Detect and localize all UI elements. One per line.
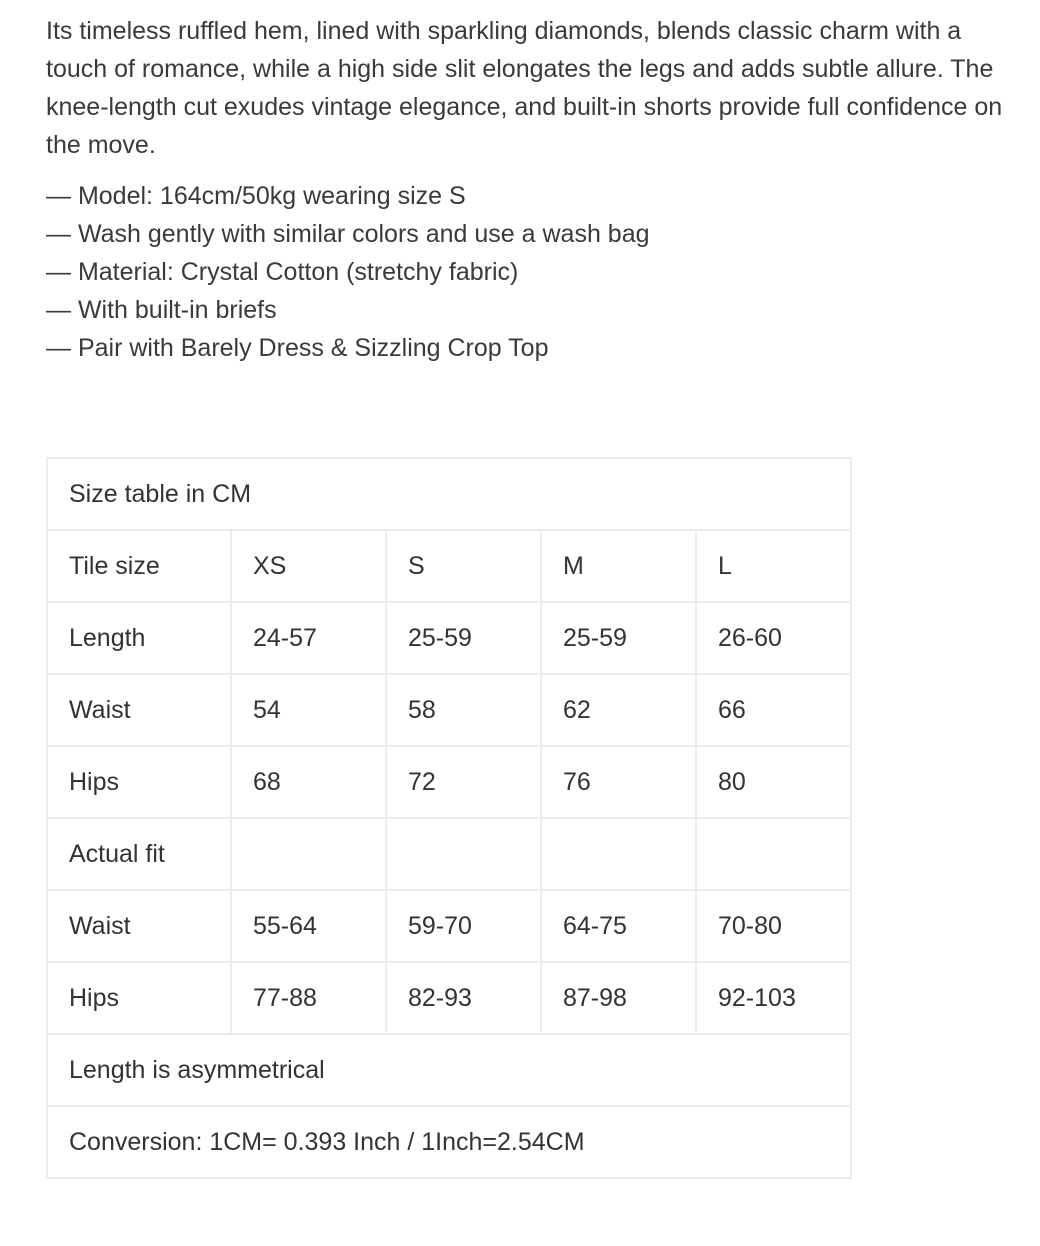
table-row xyxy=(47,962,851,1034)
table-cell: 77-88 xyxy=(231,962,386,1034)
table-row xyxy=(47,674,851,746)
table-cell: Actual fit xyxy=(47,818,231,890)
size-table xyxy=(46,457,852,1179)
table-cell: 80 xyxy=(696,746,851,818)
table-cell: 66 xyxy=(696,674,851,746)
table-cell: Waist xyxy=(47,674,231,746)
table-row xyxy=(47,1106,851,1178)
table-cell xyxy=(541,818,696,890)
table-row xyxy=(47,1034,851,1106)
length-note: Length is asymmetrical xyxy=(47,1034,851,1106)
table-cell: 25-59 xyxy=(386,602,541,674)
size-header-row xyxy=(47,530,851,602)
table-cell: 87-98 xyxy=(541,962,696,1034)
table-row xyxy=(47,746,851,818)
table-cell: 70-80 xyxy=(696,890,851,962)
table-cell: Waist xyxy=(47,890,231,962)
table-cell: XS xyxy=(231,530,386,602)
table-cell xyxy=(696,818,851,890)
table-cell: L xyxy=(696,530,851,602)
table-row xyxy=(47,458,851,530)
table-cell: M xyxy=(541,530,696,602)
actual-fit-row xyxy=(47,818,851,890)
table-row xyxy=(47,890,851,962)
table-cell: 92-103 xyxy=(696,962,851,1034)
table-cell xyxy=(386,818,541,890)
table-cell: 59-70 xyxy=(386,890,541,962)
table-cell: 25-59 xyxy=(541,602,696,674)
detail-pair-with: — Pair with Barely Dress & Sizzling Crop Top xyxy=(46,334,549,362)
table-cell: Hips xyxy=(47,746,231,818)
table-cell: 62 xyxy=(541,674,696,746)
table-cell: 76 xyxy=(541,746,696,818)
detail-material: — Material: Crystal Cotton (stretchy fabric) xyxy=(46,258,519,286)
table-cell: 24-57 xyxy=(231,602,386,674)
table-cell: 54 xyxy=(231,674,386,746)
detail-model: — Model: 164cm/50kg wearing size S xyxy=(46,182,466,210)
table-cell: 72 xyxy=(386,746,541,818)
table-cell: S xyxy=(386,530,541,602)
table-cell: 58 xyxy=(386,674,541,746)
table-cell: 68 xyxy=(231,746,386,818)
table-cell: 64-75 xyxy=(541,890,696,962)
table-cell: Tile size xyxy=(47,530,231,602)
detail-briefs: — With built-in briefs xyxy=(46,296,277,324)
table-cell xyxy=(231,818,386,890)
table-cell: 26-60 xyxy=(696,602,851,674)
table-cell: Hips xyxy=(47,962,231,1034)
product-description: Its timeless ruffled hem, lined with sparkling diamonds, blends classic charm with a touch of romance, while a high side slit elongates the legs and adds subtle allure. The knee-length cut exudes vintage elegance, and built-in shorts provide full confidence on the move. xyxy=(46,17,1003,159)
detail-wash: — Wash gently with similar colors and use a wash bag xyxy=(46,220,650,248)
table-cell: 82-93 xyxy=(386,962,541,1034)
table-cell: Length xyxy=(47,602,231,674)
table-cell: 55-64 xyxy=(231,890,386,962)
table-row xyxy=(47,602,851,674)
product-details-list xyxy=(46,177,946,367)
size-table-caption: Size table in CM xyxy=(47,458,851,530)
conversion-note: Conversion: 1CM= 0.393 Inch / 1Inch=2.54CM xyxy=(47,1106,851,1178)
